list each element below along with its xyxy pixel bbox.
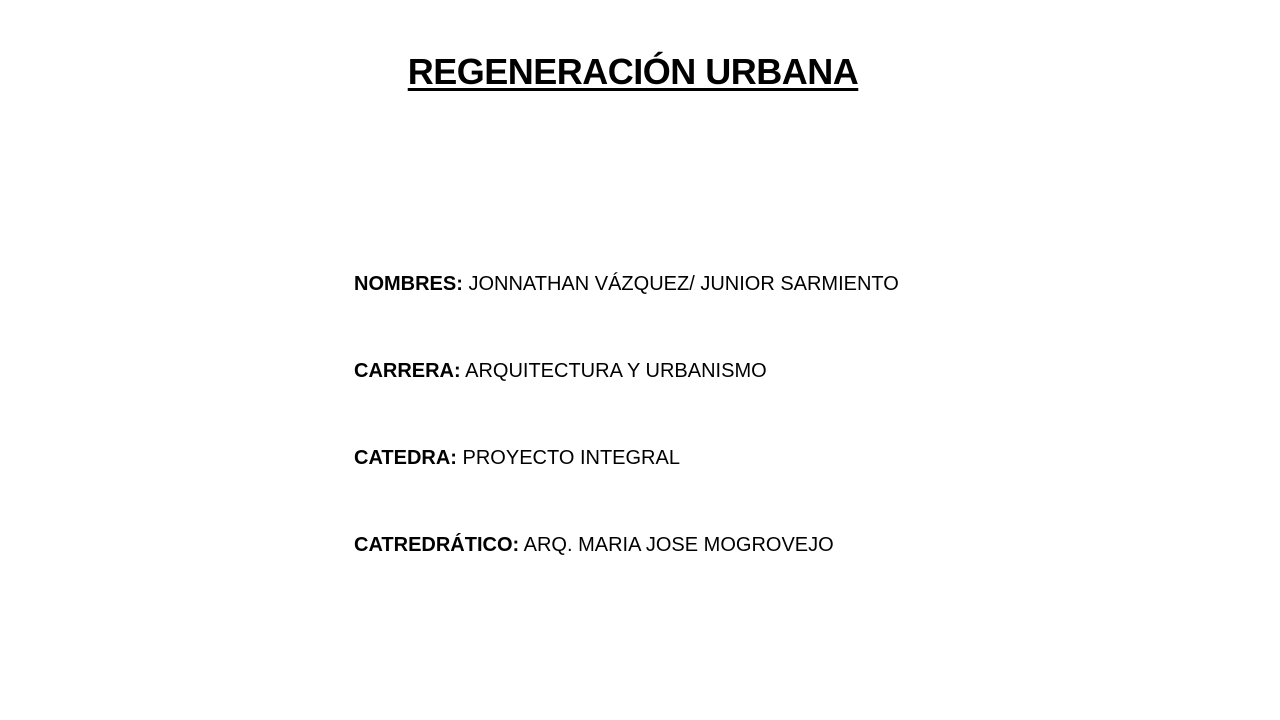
info-value: JONNATHAN VÁZQUEZ/ JUNIOR SARMIENTO xyxy=(462,273,899,295)
info-row-nombres xyxy=(354,270,1154,357)
info-row-carrera xyxy=(354,357,1154,444)
info-label: CATREDRÁTICO: xyxy=(354,534,520,556)
info-list xyxy=(354,270,1154,618)
info-row-catedratico xyxy=(354,531,1154,618)
info-value: ARQUITECTURA Y URBANISMO xyxy=(460,360,767,382)
slide-title xyxy=(0,48,1266,96)
info-value: ARQ. MARIA JOSE MOGROVEJO xyxy=(519,534,834,556)
slide-title-text: REGENERACIÓN URBANA xyxy=(407,51,859,92)
info-label: CATEDRA: xyxy=(354,447,457,469)
info-row-catedra xyxy=(354,444,1154,531)
info-value: PROYECTO INTEGRAL xyxy=(456,447,680,469)
info-label: NOMBRES: xyxy=(354,273,463,295)
info-label: CARRERA: xyxy=(354,360,461,382)
